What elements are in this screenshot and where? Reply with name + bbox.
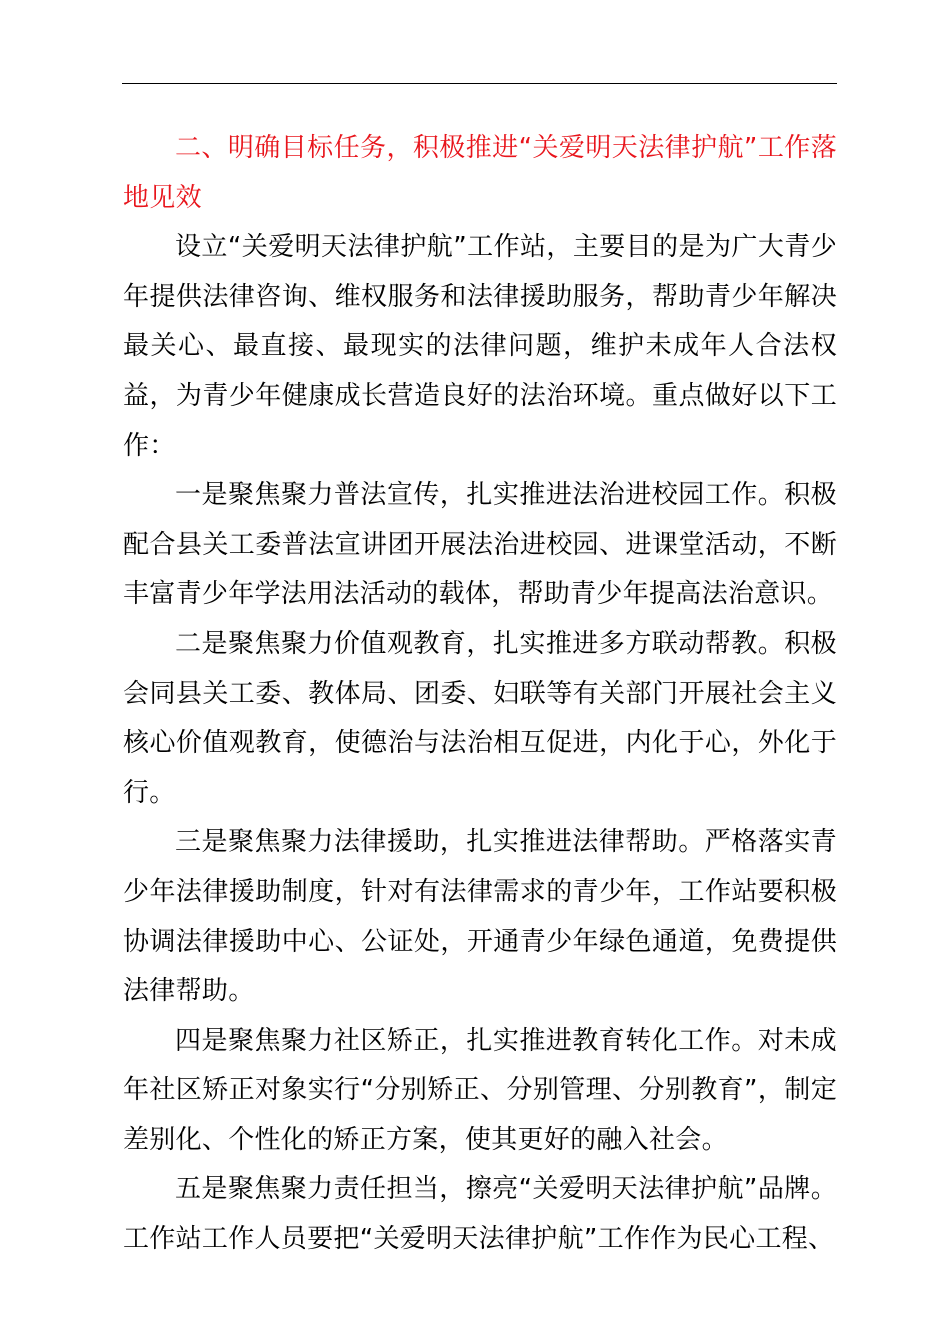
body-paragraph-3: 三是聚焦聚力法律援助，扎实推进法律帮助。严格落实青少年法律援助制度，针对有法律需求的青少年，工作站要积极协调法律援助中心、公证处，开通青少年绿色通道，免费提供法律帮助。 bbox=[123, 827, 837, 1007]
body-paragraph-4: 四是聚焦聚力社区矫正，扎实推进教育转化工作。对未成年社区矫正对象实行“分别矫正、分别管理、分别教育”，制定差别化、个性化的矫正方案，使其更好的融入社会。 bbox=[123, 1025, 837, 1155]
header-rule bbox=[122, 83, 837, 84]
section-heading: 二、明确目标任务，积极推进“关爱明天法律护航”工作落地见效 bbox=[123, 133, 837, 213]
body-paragraph-1: 一是聚焦聚力普法宣传，扎实推进法治进校园工作。积极配合县关工委普法宣讲团开展法治进校园、进课堂活动，不断丰富青少年学法用法活动的载体，帮助青少年提高法治意识。 bbox=[123, 480, 837, 610]
body-paragraph-5: 五是聚焦聚力责任担当，擦亮“关爱明天法律护航”品牌。工作站工作人员要把“关爱明天法律护航”工作作为民心工程、 bbox=[123, 1174, 837, 1255]
body-paragraph-2: 二是聚焦聚力价值观教育，扎实推进多方联动帮教。积极会同县关工委、教体局、团委、妇联等有关部门开展社会主义核心价值观教育，使德治与法治相互促进，内化于心，外化于行。 bbox=[123, 628, 837, 808]
body-paragraph-intro: 设立“关爱明天法律护航”工作站，主要目的是为广大青少年提供法律咨询、维权服务和法律援助服务，帮助青少年解决最关心、最直接、最现实的法律问题，维护未成年人合法权益，为青少年健康成长营造良好的法治环境。重点做好以下工作： bbox=[123, 232, 837, 461]
document-body bbox=[123, 124, 837, 1265]
